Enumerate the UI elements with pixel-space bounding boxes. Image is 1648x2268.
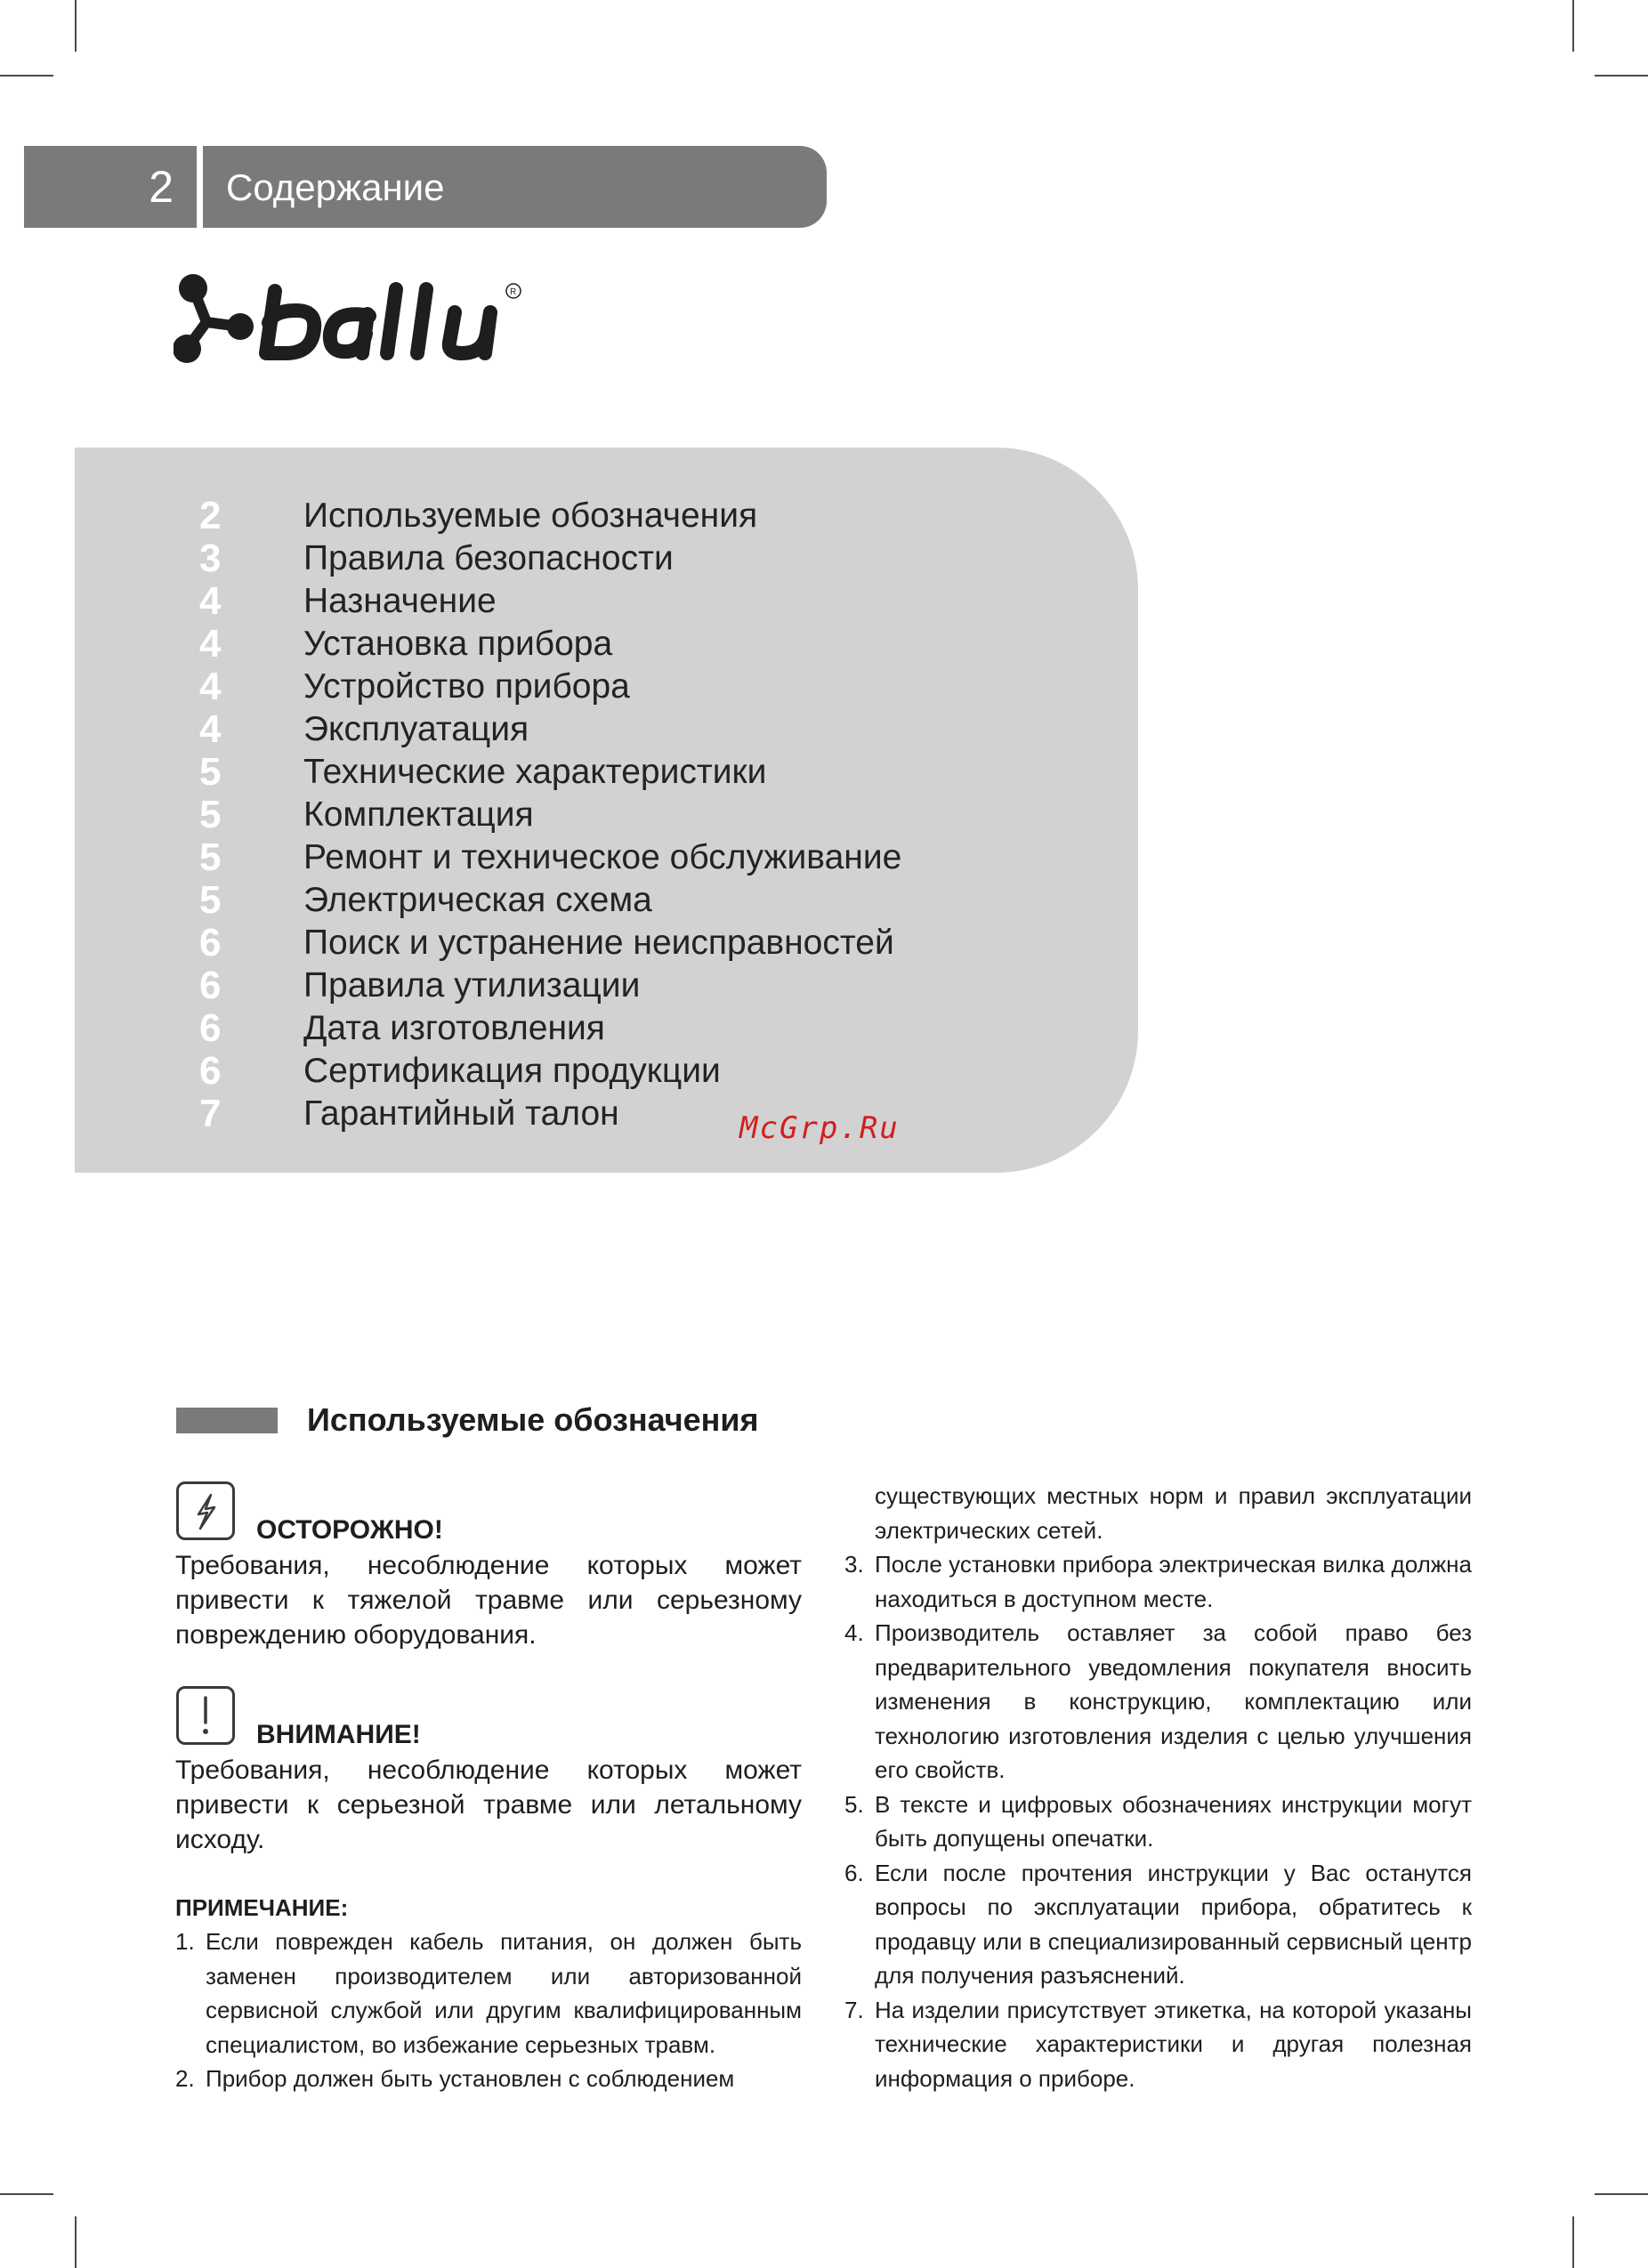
note-title: ПРИМЕЧАНИЕ: <box>175 1894 349 1921</box>
toc-item[interactable] <box>75 879 1098 922</box>
lightning-icon <box>176 1481 235 1540</box>
toc-item[interactable] <box>75 1007 1098 1050</box>
toc-label: Поиск и устранение неисправностей <box>303 924 894 962</box>
page-number: 2 <box>149 162 174 212</box>
toc-item[interactable] <box>75 580 1098 623</box>
section-title: Используемые обозначения <box>307 1401 759 1438</box>
toc-page-number: 5 <box>199 750 222 794</box>
toc-label: Дата изготовления <box>303 1009 605 1047</box>
list-item-number: 4. <box>844 1619 864 1646</box>
registered-mark: R <box>510 287 517 297</box>
list-item <box>844 1788 1472 1856</box>
list-item-number: 7. <box>844 1996 864 2023</box>
crop-mark <box>1595 75 1648 77</box>
list-item-text: существующих местных норм и правил эксплуатации электрических сетей. <box>875 1482 1472 1544</box>
toc-item[interactable] <box>75 666 1098 708</box>
crop-mark <box>75 0 77 52</box>
list-item-text: Если после прочтения инструкции у Вас останутся вопросы по эксплуатации прибора, обратитесь к продавцу или в специализированный сервисный центр для получения разъяснений. <box>875 1859 1472 1989</box>
toc-page-number: 5 <box>199 793 222 836</box>
list-item <box>844 1993 1472 2096</box>
list-item <box>844 1479 1472 1547</box>
toc-page-number: 6 <box>199 964 222 1007</box>
caution-title: ОСТОРОЖНО! <box>256 1515 443 1545</box>
watermark: McGrp.Ru <box>739 1110 900 1146</box>
list-item-text: Производитель оставляет за собой право без предварительного уведомления покупателя вносить изменения в конструкцию, комплектацию или технологию изготовления изделия с целью улучшения его свойств. <box>875 1619 1472 1783</box>
toc-item[interactable] <box>75 794 1098 836</box>
page-number-tab <box>24 146 197 228</box>
toc-label: Гарантийный талон <box>303 1094 619 1133</box>
toc-page-number: 5 <box>199 878 222 922</box>
ballu-logo <box>174 271 583 374</box>
toc-item[interactable] <box>75 495 1098 537</box>
toc-page-number: 2 <box>199 494 222 537</box>
toc-item[interactable] <box>75 1093 1098 1135</box>
toc-label: Эксплуатация <box>303 710 529 748</box>
list-item <box>844 1616 1472 1788</box>
toc-label: Правила утилизации <box>303 966 641 1005</box>
toc-label: Сертификация продукции <box>303 1052 721 1090</box>
list-item <box>175 2062 802 2096</box>
toc-page-number: 6 <box>199 921 222 965</box>
toc-label: Комплектация <box>303 795 534 834</box>
list-item-number: 5. <box>844 1790 864 1818</box>
toc-item[interactable] <box>75 537 1098 580</box>
toc-item[interactable] <box>75 922 1098 965</box>
list-item-text: На изделии присутствует этикетка, на которой указаны технические характеристики и другая полезная информация о приборе. <box>875 1996 1472 2092</box>
toc-label: Правила безопасности <box>303 539 674 577</box>
toc-item[interactable] <box>75 708 1098 751</box>
section-marker-bar <box>176 1408 278 1433</box>
header-title-tab <box>203 146 827 228</box>
caution-text: Требования, несоблюдение которых может привести к тяжелой травме или серьезному повреждению оборудования. <box>175 1551 802 1650</box>
attention-title: ВНИМАНИЕ! <box>256 1720 421 1749</box>
toc-item[interactable] <box>75 1050 1098 1093</box>
list-item-number: 2. <box>175 2065 195 2092</box>
toc-page-number: 3 <box>199 537 222 580</box>
exclamation-icon <box>176 1686 235 1745</box>
list-item-text: В тексте и цифровых обозначениях инструкции могут быть допущены опечатки. <box>875 1790 1472 1852</box>
toc-label: Ремонт и техническое обслуживание <box>303 838 902 876</box>
list-item-text: Прибор должен быть установлен с соблюдением <box>206 2065 735 2092</box>
toc-page-number: 4 <box>199 579 222 623</box>
toc-label: Назначение <box>303 582 497 620</box>
note-list-left <box>175 1925 802 2096</box>
toc-page-number: 4 <box>199 622 222 666</box>
crop-mark <box>1572 2216 1574 2268</box>
toc-item[interactable] <box>75 623 1098 666</box>
list-item <box>844 1856 1472 1993</box>
toc-item[interactable] <box>75 836 1098 879</box>
note-list-right <box>844 1479 1472 2095</box>
toc-label: Установка прибора <box>303 625 613 663</box>
crop-mark <box>75 2216 77 2268</box>
toc-item[interactable] <box>75 751 1098 794</box>
toc-label: Электрическая схема <box>303 881 652 919</box>
list-item-number: 1. <box>175 1928 195 1955</box>
toc-label: Технические характеристики <box>303 753 767 791</box>
toc-item[interactable] <box>75 965 1098 1007</box>
toc-page-number: 4 <box>199 665 222 708</box>
list-item-text: После установки прибора электрическая вилка должна находиться в доступном месте. <box>875 1551 1472 1612</box>
toc-page-number: 7 <box>199 1092 222 1135</box>
toc-page-number: 5 <box>199 835 222 879</box>
logo-mark-icon <box>174 274 254 363</box>
attention-text: Требования, несоблюдение которых может привести к серьезной травме или летальному исходу. <box>175 1755 802 1854</box>
crop-mark <box>1595 2193 1648 2195</box>
crop-mark <box>1572 0 1574 52</box>
toc-page-number: 6 <box>199 1049 222 1093</box>
list-item <box>844 1547 1472 1616</box>
table-of-contents <box>75 448 1138 1173</box>
toc-page-number: 6 <box>199 1006 222 1050</box>
toc-page-number: 4 <box>199 707 222 751</box>
crop-mark <box>0 2193 53 2195</box>
toc-label: Устройство прибора <box>303 667 630 706</box>
list-item-text: Если поврежден кабель питания, он должен быть заменен производителем или авторизованной сервисной службой или другим квалифицированным специалистом, во избежание серьезных травм. <box>206 1928 802 2058</box>
crop-mark <box>0 75 53 77</box>
list-item-number: 6. <box>844 1859 864 1886</box>
list-item <box>175 1925 802 2062</box>
page-title: Содержание <box>226 166 445 208</box>
toc-label: Используемые обозначения <box>303 496 758 535</box>
list-item-number: 3. <box>844 1551 864 1578</box>
